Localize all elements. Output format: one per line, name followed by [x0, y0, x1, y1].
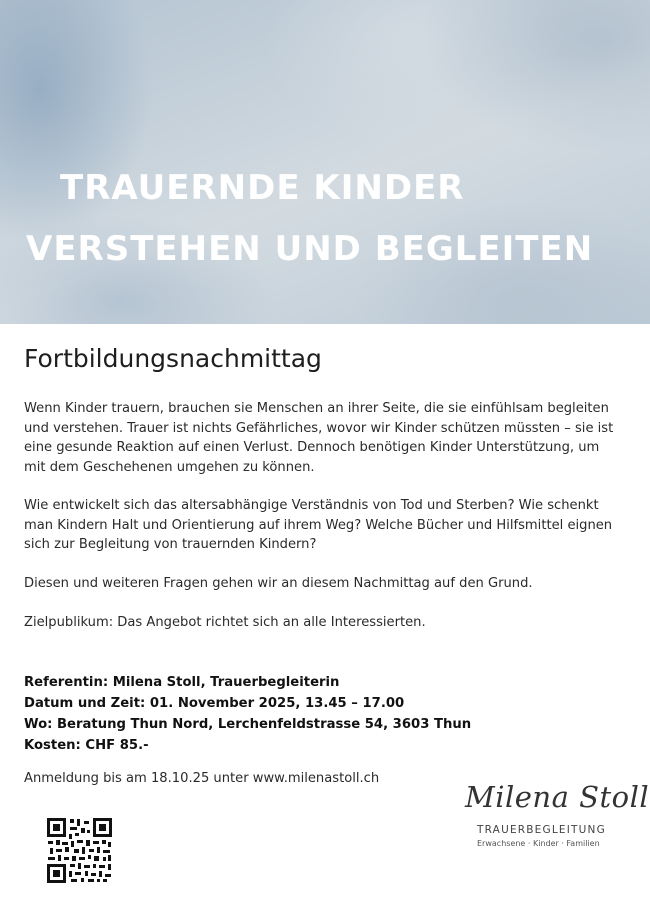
event-facts	[24, 672, 471, 756]
hero-title-line1: TRAUERNDE KINDER	[60, 168, 465, 208]
registration-note: Anmeldung bis am 18.10.25 unter www.milenastoll.ch	[24, 771, 380, 786]
logo-subtitle: TRAUERBEGLEITUNG	[477, 824, 606, 836]
location-line: Wo: Beratung Thun Nord, Lerchenfeldstrasse 54, 3603 Thun	[24, 717, 472, 732]
cost-line: Kosten: CHF 85.-	[24, 738, 149, 753]
qr-code-icon[interactable]	[47, 818, 112, 883]
logo-signature: Milena Stoll	[465, 780, 650, 814]
speaker-line: Referentin: Milena Stoll, Trauerbegleiterin	[24, 675, 340, 690]
logo-tagline: Erwachsene · Kinder · Familien	[477, 839, 600, 848]
page-heading: Fortbildungsnachmittag	[24, 344, 322, 373]
audience-paragraph: Zielpublikum: Das Angebot richtet sich an alle Interessierten.	[24, 615, 426, 630]
hero-banner	[0, 0, 650, 324]
questions-paragraph: Wie entwickelt sich das altersabhängige Verständnis von Tod und Sterben? Wie schenkt man Kindern Halt und Orientierung auf ihrem Weg? Welche Bücher und Hilfsmittel eignen sich zur Begleitung von trauernden Kindern?	[24, 498, 613, 552]
milena-stoll-logo	[455, 780, 650, 855]
date-line: Datum und Zeit: 01. November 2025, 13.45 – 17.00	[24, 696, 405, 711]
summary-paragraph: Diesen und weiteren Fragen gehen wir an diesem Nachmittag auf den Grund.	[24, 576, 533, 591]
hero-title-line2: VERSTEHEN UND BEGLEITEN	[26, 229, 594, 269]
intro-paragraph: Wenn Kinder trauern, brauchen sie Menschen an ihrer Seite, die sie einfühlsam begleiten und verstehen. Trauer ist nichts Gefährliches, wovor wir Kinder schützen müssten – sie ist eine gesunde Reaktion auf einen Verlust. Dennoch benötigen Kinder Unterstützung, um mit dem Geschehenen umgehen zu können.	[24, 401, 614, 475]
